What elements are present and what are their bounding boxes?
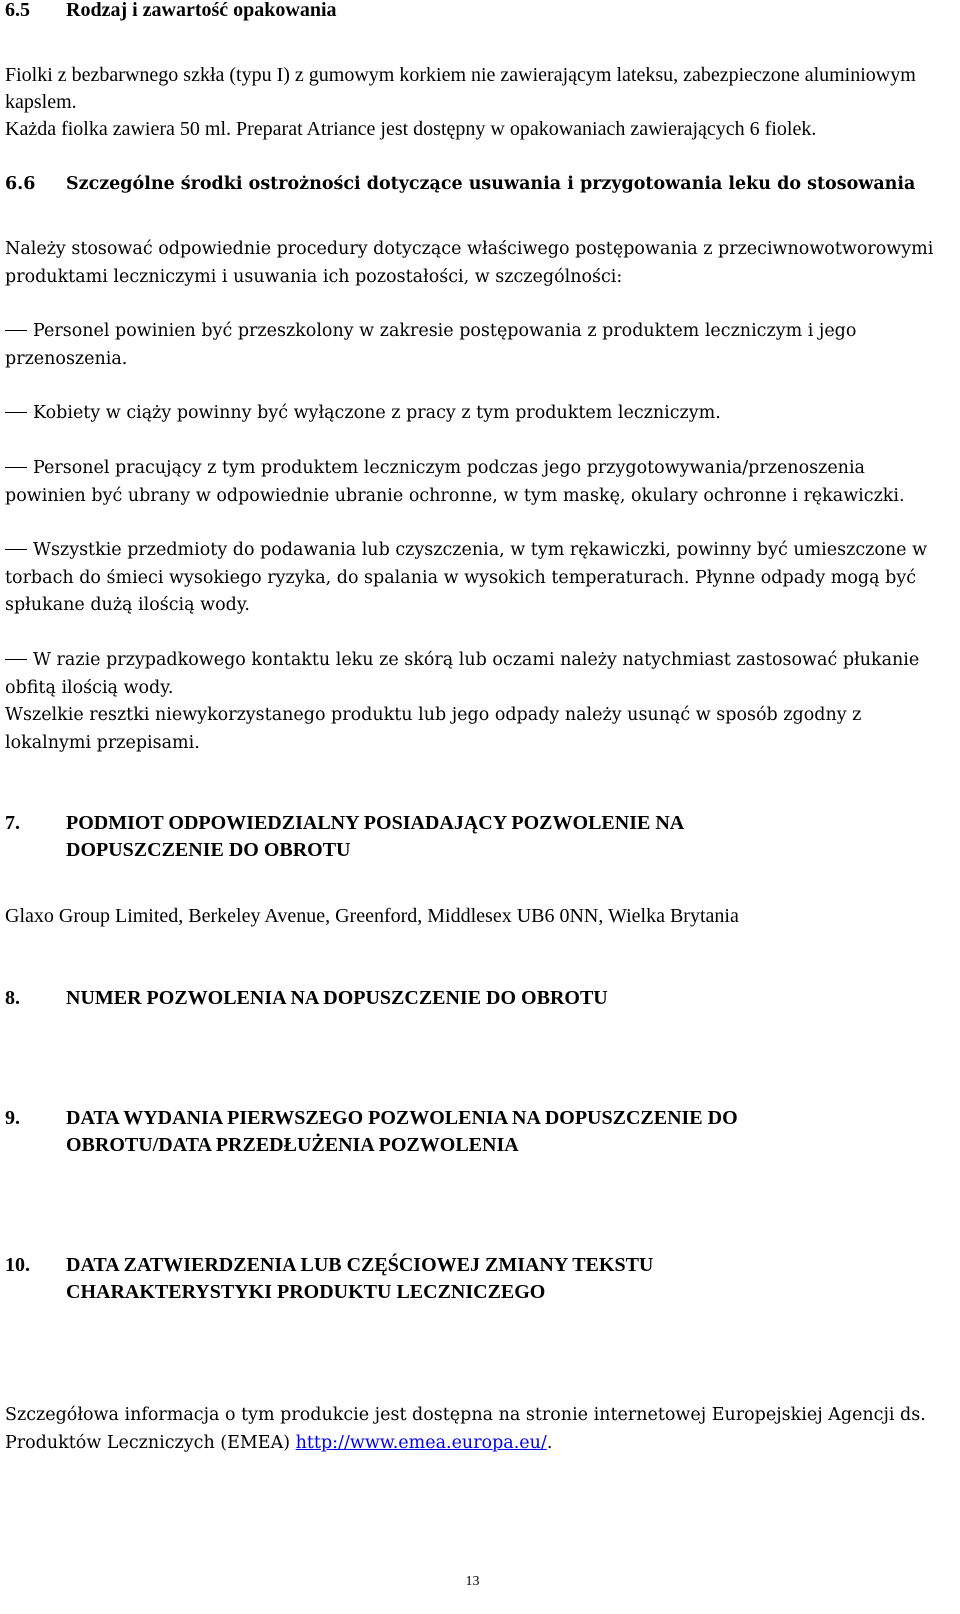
list-item: [5, 537, 950, 620]
list-item: [5, 400, 950, 428]
dash-bullet: [5, 659, 27, 660]
section-9-heading: [5, 1105, 950, 1159]
section-number: 9.: [5, 1107, 20, 1129]
dash-bullet: [5, 549, 27, 550]
section-8-heading: [5, 985, 950, 1012]
section-title: DATA ZATWIERDZENIA LUB CZĘŚCIOWEJ ZMIANY TEKSTU CHARAKTERYSTYKI PRODUKTU LECZNICZEGO: [66, 1254, 654, 1303]
dash-bullet: [5, 330, 27, 331]
list-item-text: Personel powinien być przeszkolony w zakresie postępowania z produktem leczniczym i jego przenoszenia.: [5, 321, 857, 369]
list-item-text: W razie przypadkowego kontaktu leku ze skórą lub oczami należy natychmiast zastosować płukanie obfitą ilością wody.: [5, 650, 920, 698]
list-item-text: Wszystkie przedmioty do podawania lub czyszczenia, w tym rękawiczki, powinny być umieszczone w torbach do śmieci wysokiego ryzyka, do spalania w wysokich temperaturach. Płynne odpady mogą być spłukane dużą ilością wody.: [5, 540, 928, 615]
section-7-heading: [5, 810, 950, 864]
list-item: [5, 318, 950, 373]
list-item: [5, 647, 950, 702]
packaging-description: Fiolki z bezbarwnego szkła (typu I) z gumowym korkiem nie zawierającym lateksu, zabezpieczone aluminiowym kapslem.: [5, 64, 916, 113]
section-title: DATA WYDANIA PIERWSZEGO POZWOLENIA NA DOPUSZCZENIE DO OBROTU/DATA PRZEDŁUŻENIA POZWOLENIA: [66, 1107, 738, 1156]
list-item-text: Personel pracujący z tym produktem leczniczym podczas jego przygotowywania/przenoszenia powinien być ubrany w odpowiednie ubranie ochronne, w tym maskę, okulary ochronne i rękawiczki.: [5, 458, 905, 506]
dash-bullet: [5, 412, 27, 413]
section-10-heading: [5, 1252, 950, 1306]
section-6-5-heading: [5, 0, 950, 24]
section-6-6-heading: [5, 171, 950, 198]
section-number: 6.6: [5, 174, 36, 194]
section-title: Rodzaj i zawartość opakowania: [66, 0, 337, 21]
marketing-authorisation-holder: Glaxo Group Limited, Berkeley Avenue, Greenford, Middlesex UB6 0NN, Wielka Brytania: [5, 905, 739, 927]
page-number: 13: [465, 1574, 480, 1589]
section-number: 6.5: [5, 0, 30, 21]
dash-bullet: [5, 467, 27, 468]
disposal-note: Wszelkie resztki niewykorzystanego produktu lub jego odpady należy usunąć w sposób zgodny z lokalnymi przepisami.: [5, 705, 862, 753]
section-number: 10.: [5, 1254, 30, 1276]
emea-info: [5, 1402, 950, 1457]
section-title: Szczególne środki ostrożności dotyczące usuwania i przygotowania leku do stosowania: [66, 174, 916, 194]
section-number: 7.: [5, 812, 20, 834]
section-title: NUMER POZWOLENIA NA DOPUSZCZENIE DO OBROTU: [66, 987, 608, 1009]
list-item-text: Kobiety w ciąży powinny być wyłączone z pracy z tym produktem leczniczym.: [33, 403, 721, 423]
packaging-contents: Każda fiolka zawiera 50 ml. Preparat Atriance jest dostępny w opakowaniach zawierających 6 fiolek.: [5, 118, 817, 140]
info-text: Szczegółowa informacja o tym produkcie jest dostępna na stronie internetowej Europejskiej Agencji ds. Produktów Leczniczych (EMEA): [5, 1405, 926, 1453]
section-number: 8.: [5, 987, 20, 1009]
info-text-end: .: [546, 1432, 553, 1453]
list-item: [5, 455, 950, 510]
section-title: PODMIOT ODPOWIEDZIALNY POSIADAJĄCY POZWOLENIE NA DOPUSZCZENIE DO OBROTU: [66, 812, 684, 861]
handling-intro: Należy stosować odpowiednie procedury dotyczące właściwego postępowania z przeciwnowotworowymi produktami leczniczymi i usuwania ich pozostałości, w szczególności:: [5, 239, 934, 287]
emea-link[interactable]: http://www.emea.europa.eu/: [295, 1432, 547, 1453]
